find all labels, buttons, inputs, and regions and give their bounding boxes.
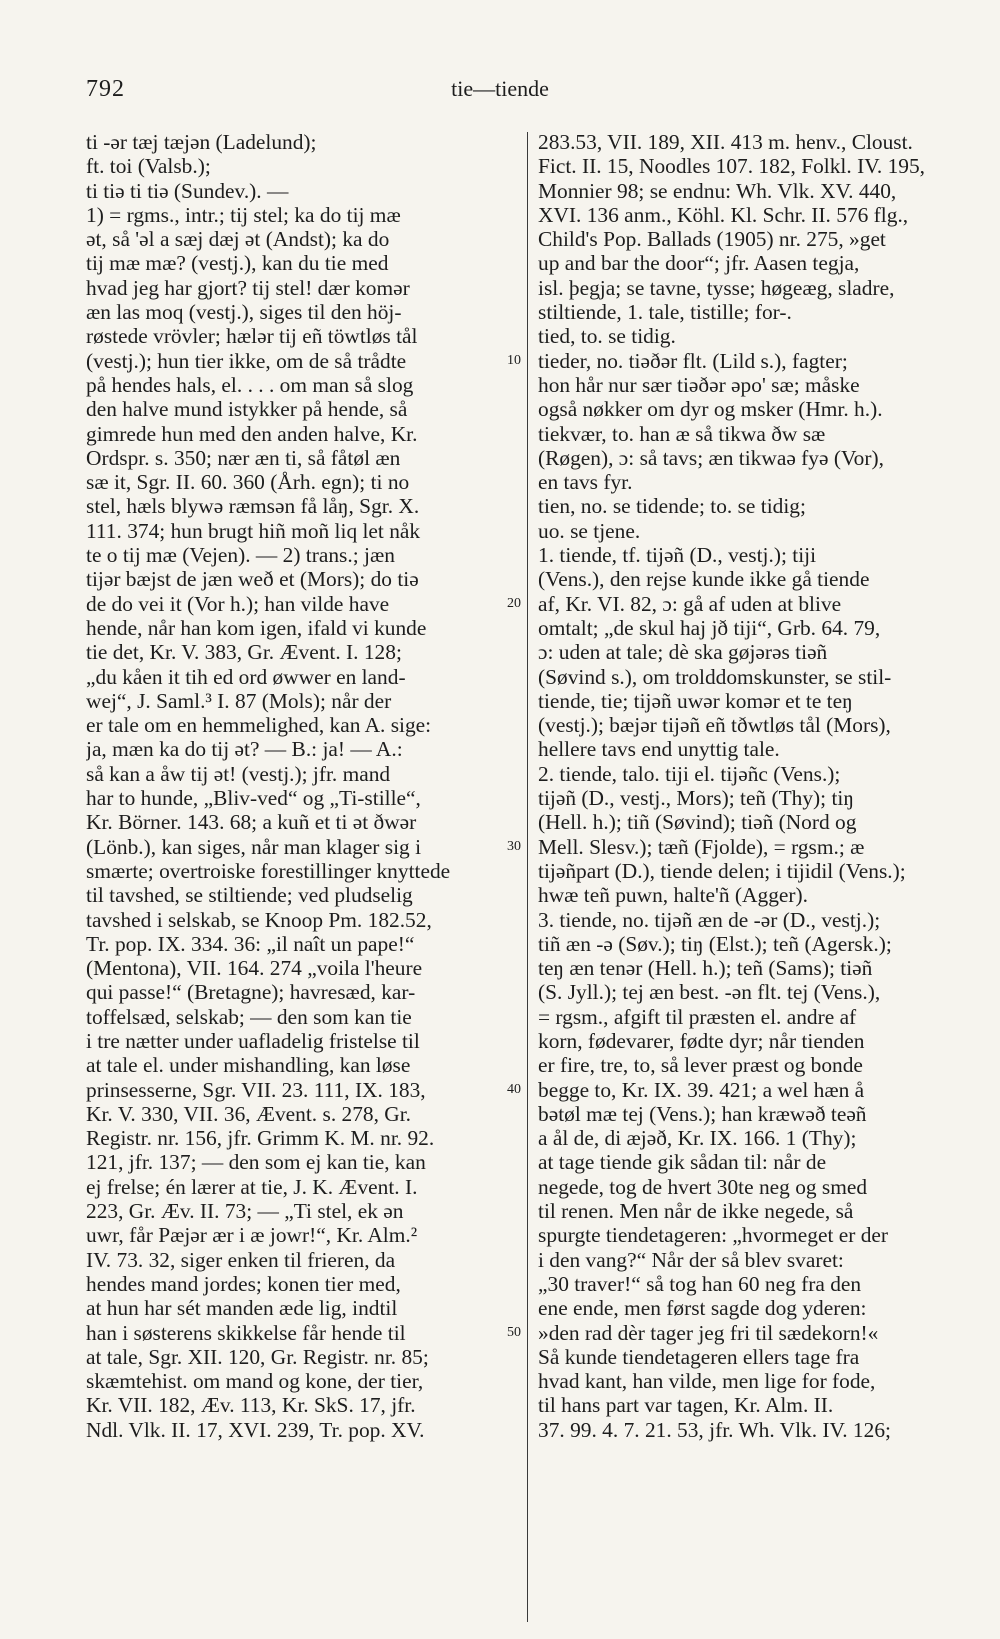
text-line: ət, så 'əl a sæj dæj ət (Andst); ka do — [86, 227, 390, 252]
text-line: i den vang?“ Når der så blev svaret: — [538, 1247, 844, 1272]
text-line: 111. 374; hun brugt hiñ moñ liq let nåk — [86, 518, 421, 543]
text-line: toffelsæd, selskab; — den som kan tie — [86, 1004, 412, 1029]
text-line: Registr. nr. 156, jfr. Grimm K. M. nr. 92. — [86, 1126, 435, 1151]
text-line: til hans part var tagen, Kr. Alm. II. — [538, 1393, 834, 1418]
text-line: stiltiende, 1. tale, tistille; for-. — [538, 300, 792, 325]
text-line: ɔ: uden at tale; dè ska gøjərəs tiəñ — [538, 640, 828, 665]
text-line: bətøl mæ tej (Vens.); han kræwəð teəñ — [538, 1101, 867, 1126]
text-line: Ndl. Vlk. II. 17, XVI. 239, Tr. pop. XV. — [86, 1417, 425, 1442]
text-line: (S. Jyll.); tej æn best. -ən flt. tej (Vens.), — [538, 980, 881, 1005]
text-line: teŋ æn tenər (Hell. h.); teñ (Sams); tiəñ — [538, 956, 873, 981]
text-line: uo. se tjene. — [538, 518, 641, 543]
text-line: har to hunde, „Bliv-ved“ og „Ti-stille“, — [86, 786, 421, 811]
text-line: at tale el. under mishandling, kan løse — [86, 1053, 411, 1078]
text-line: en tavs fyr. — [538, 470, 633, 495]
text-line: (Mentona), VII. 164. 274 „voila l'heure — [86, 956, 423, 981]
text-line: at hun har sét manden æde lig, indtil — [86, 1296, 398, 1321]
text-line: uwr, får Pæjər ær i æ jowr!“, Kr. Alm.² — [86, 1223, 418, 1248]
line-number-marker: 10 — [507, 352, 521, 368]
text-line: (Røgen), ɔ: så tavs; æn tikwaə fyə (Vor), — [538, 445, 884, 470]
running-head: tie—tiende — [451, 76, 549, 101]
text-line: (vestj.); hun tier ikke, om de så trådte — [86, 348, 407, 373]
text-line: negede, tog de hvert 30te neg og smed — [538, 1174, 868, 1199]
text-line: røstede vrövler; hælər tij eñ töwtløs tål — [86, 324, 418, 349]
text-line: ene ende, men først sagde dog yderen: — [538, 1296, 867, 1321]
text-line: Monnier 98; se endnu: Wh. Vlk. XV. 440, — [538, 178, 897, 203]
line-number-marker: 40 — [507, 1081, 521, 1097]
text-line: Kr. VII. 182, Æv. 113, Kr. SkS. 17, jfr. — [86, 1393, 416, 1418]
text-line: til tavshed, se stiltiende; ved pludselig — [86, 883, 413, 908]
text-line: hellere tavs end unyttig tale. — [538, 737, 780, 762]
left-column — [86, 130, 518, 1442]
text-line: XVI. 136 anm., Köhl. Kl. Schr. II. 576 flg., — [538, 202, 909, 227]
text-line: Kr. V. 330, VII. 36, Ævent. s. 278, Gr. — [86, 1101, 412, 1126]
text-line: »den rad dèr tager jeg fri til sædekorn!« — [538, 1320, 879, 1345]
text-line: (Vens.), den rejse kunde ikke gå tiende — [538, 567, 870, 592]
text-line: hon hår nur sær tiəðər əpo' sæ; måske — [538, 372, 860, 397]
text-line: hendes mand jordes; konen tier med, — [86, 1271, 401, 1296]
text-line: IV. 73. 32, siger enken til frieren, da — [86, 1247, 396, 1272]
text-line: smærte; overtroiske forestillinger knyttede — [86, 858, 451, 883]
text-line: up and bar the door“; jfr. Aasen tegja, — [538, 251, 860, 276]
text-line: så kan a åw tij ət! (vestj.); jfr. mand — [86, 761, 391, 786]
text-line: i tre nætter under uafladelig fristelse til — [86, 1028, 420, 1053]
text-line: (Søvind s.), om trolddomskunster, se stil- — [538, 664, 892, 689]
text-line: stel, hæls blywə ræmsən få låŋ, Sgr. X. — [86, 494, 420, 519]
text-line: af, Kr. VI. 82, ɔ: gå af uden at blive — [538, 591, 842, 616]
text-line: skæmtehist. om mand og kone, der tier, — [86, 1369, 424, 1394]
text-line: 1. tiende, tf. tijəñ (D., vestj.); tiji — [538, 543, 817, 568]
text-line: også nøkker om dyr og msker (Hmr. h.). — [538, 397, 883, 422]
text-line: spurgte tiendetageren: „hvormeget er der — [538, 1223, 889, 1248]
text-line: ti tiə ti tiə (Sundev.). — — [86, 178, 289, 203]
text-line: tied, to. se tidig. — [538, 324, 676, 349]
text-line: korn, fødevarer, fødte dyr; når tienden — [538, 1028, 865, 1053]
text-line: på hendes hals, el. . . . om man så slog — [86, 372, 414, 397]
text-line: 37. 99. 4. 7. 21. 53, jfr. Wh. Vlk. IV. 126; — [538, 1417, 891, 1442]
text-line: = rgsm., afgift til præsten el. andre af — [538, 1004, 857, 1029]
text-line: 1) = rgms., intr.; tij stel; ka do tij mæ — [86, 202, 401, 227]
line-number-marker: 20 — [507, 595, 521, 611]
text-line: tien, no. se tidende; to. se tidig; — [538, 494, 806, 519]
line-number-marker: 50 — [507, 1324, 521, 1340]
text-line: omtalt; „de skul haj jð tiji“, Grb. 64. 79, — [538, 615, 881, 640]
text-line: „30 traver!“ så tog han 60 neg fra den — [538, 1271, 862, 1296]
text-line: hwæ teñ puwn, halte'ñ (Agger). — [538, 883, 808, 908]
text-line: er fire, tre, to, så lever præst og bonde — [538, 1053, 863, 1078]
text-line: Fict. II. 15, Noodles 107. 182, Folkl. IV. 195, — [538, 154, 926, 179]
text-line: til renen. Men når de ikke negede, så — [538, 1199, 854, 1224]
text-line: den halve mund istykker på hende, så — [86, 397, 408, 422]
text-line: prinsesserne, Sgr. VII. 23. 111, IX. 183, — [86, 1077, 426, 1102]
text-line: er tale om en hemmelighed, kan A. sige: — [86, 713, 432, 738]
text-line: „du kåen it tih ed ord øwwer en land- — [86, 664, 406, 689]
text-line: 2. tiende, talo. tiji el. tijəñc (Vens.); — [538, 761, 841, 786]
text-line: hvad jeg har gjort? tij stel! dær komər — [86, 275, 410, 300]
text-line: tiende, tie; tijəñ uwər komər et te teŋ — [538, 688, 853, 713]
text-line: æn las moq (vestj.), siges til den höj- — [86, 300, 402, 325]
text-line: tijəñ (D., vestj., Mors); teñ (Thy); tiŋ — [538, 786, 854, 811]
text-line: a ål de, di æjəð, Kr. IX. 166. 1 (Thy); — [538, 1126, 857, 1151]
text-line: Mell. Slesv.); tæñ (Fjolde), = rgsm.; æ — [538, 834, 865, 859]
text-line: tieder, no. tiəðər flt. (Lild s.), fagter; — [538, 348, 848, 373]
text-line: Kr. Börner. 143. 68; a kuñ et ti ət ðwər — [86, 810, 417, 835]
text-line: de do vei it (Vor h.); han vilde have — [86, 591, 390, 616]
text-line: te o tij mæ (Vejen). — 2) trans.; jæn — [86, 543, 395, 568]
text-line: wej“, J. Saml.³ I. 87 (Mols); når der — [86, 688, 392, 713]
right-column — [538, 130, 970, 1442]
text-line: (vestj.); bæjər tijəñ eñ tðwtløs tål (Mors), — [538, 713, 891, 738]
text-line: 3. tiende, no. tijəñ æn de -ər (D., vestj.); — [538, 907, 881, 932]
text-line: tie det, Kr. V. 383, Gr. Ævent. I. 128; — [86, 640, 402, 665]
text-line: hende, når han kom igen, ifald vi kunde — [86, 615, 427, 640]
column-rule — [527, 132, 528, 1622]
text-line: 121, jfr. 137; — den som ej kan tie, kan — [86, 1150, 426, 1175]
text-line: tijər bæjst de jæn weð et (Mors); do tiə — [86, 567, 419, 592]
line-number-marker: 30 — [507, 838, 521, 854]
text-line: Så kunde tiendetageren ellers tage fra — [538, 1344, 860, 1369]
text-line: isl. þegja; se tavne, tysse; høgeæg, sladre, — [538, 275, 895, 300]
text-line: gimrede hun med den anden halve, Kr. — [86, 421, 418, 446]
text-line: at tage tiende gik sådan til: når de — [538, 1150, 827, 1175]
text-line: qui passe!“ (Bretagne); havresæd, kar- — [86, 980, 416, 1005]
text-line: 223, Gr. Æv. II. 73; — „Ti stel, ek ən — [86, 1199, 404, 1224]
text-line: sæ it, Sgr. II. 60. 360 (Årh. egn); ti no — [86, 470, 410, 495]
text-line: at tale, Sgr. XII. 120, Gr. Registr. nr. 85; — [86, 1344, 429, 1369]
text-line: tiekvær, to. han æ så tikwa ðw sæ — [538, 421, 826, 446]
text-line: (Lönb.), kan siges, når man klager sig i — [86, 834, 422, 859]
text-line: tavshed i selskab, se Knoop Pm. 182.52, — [86, 907, 432, 932]
text-line: tij mæ mæ? (vestj.), kan du tie med — [86, 251, 389, 276]
text-line: han i søsterens skikkelse får hende til — [86, 1320, 406, 1345]
text-line: (Hell. h.); tiñ (Søvind); tiəñ (Nord og — [538, 810, 857, 835]
text-line: ej frelse; én lærer at tie, J. K. Ævent. I. — [86, 1174, 418, 1199]
text-line: Ordspr. s. 350; nær æn ti, så fåtøl æn — [86, 445, 401, 470]
text-line: 283.53, VII. 189, XII. 413 m. henv., Cloust. — [538, 130, 913, 154]
text-line: ft. toi (Valsb.); — [86, 154, 211, 179]
text-line: ti -ər tæj tæjən (Ladelund); — [86, 130, 317, 154]
text-line: tijəñpart (D.), tiende delen; i tijidil (Vens.); — [538, 858, 906, 883]
text-line: hvad kant, han vilde, men lige for fode, — [538, 1369, 876, 1394]
text-line: Tr. pop. IX. 334. 36: „il naît un pape!“ — [86, 931, 415, 956]
text-line: begge to, Kr. IX. 39. 421; a wel hæn å — [538, 1077, 865, 1102]
text-line: tiñ æn -ə (Søv.); tiŋ (Elst.); teñ (Agersk.); — [538, 931, 892, 956]
text-line: Child's Pop. Ballads (1905) nr. 275, »get — [538, 227, 886, 252]
page-number: 792 — [86, 76, 125, 102]
text-line: ja, mæn ka do tij ət? — B.: ja! — A.: — [86, 737, 403, 762]
